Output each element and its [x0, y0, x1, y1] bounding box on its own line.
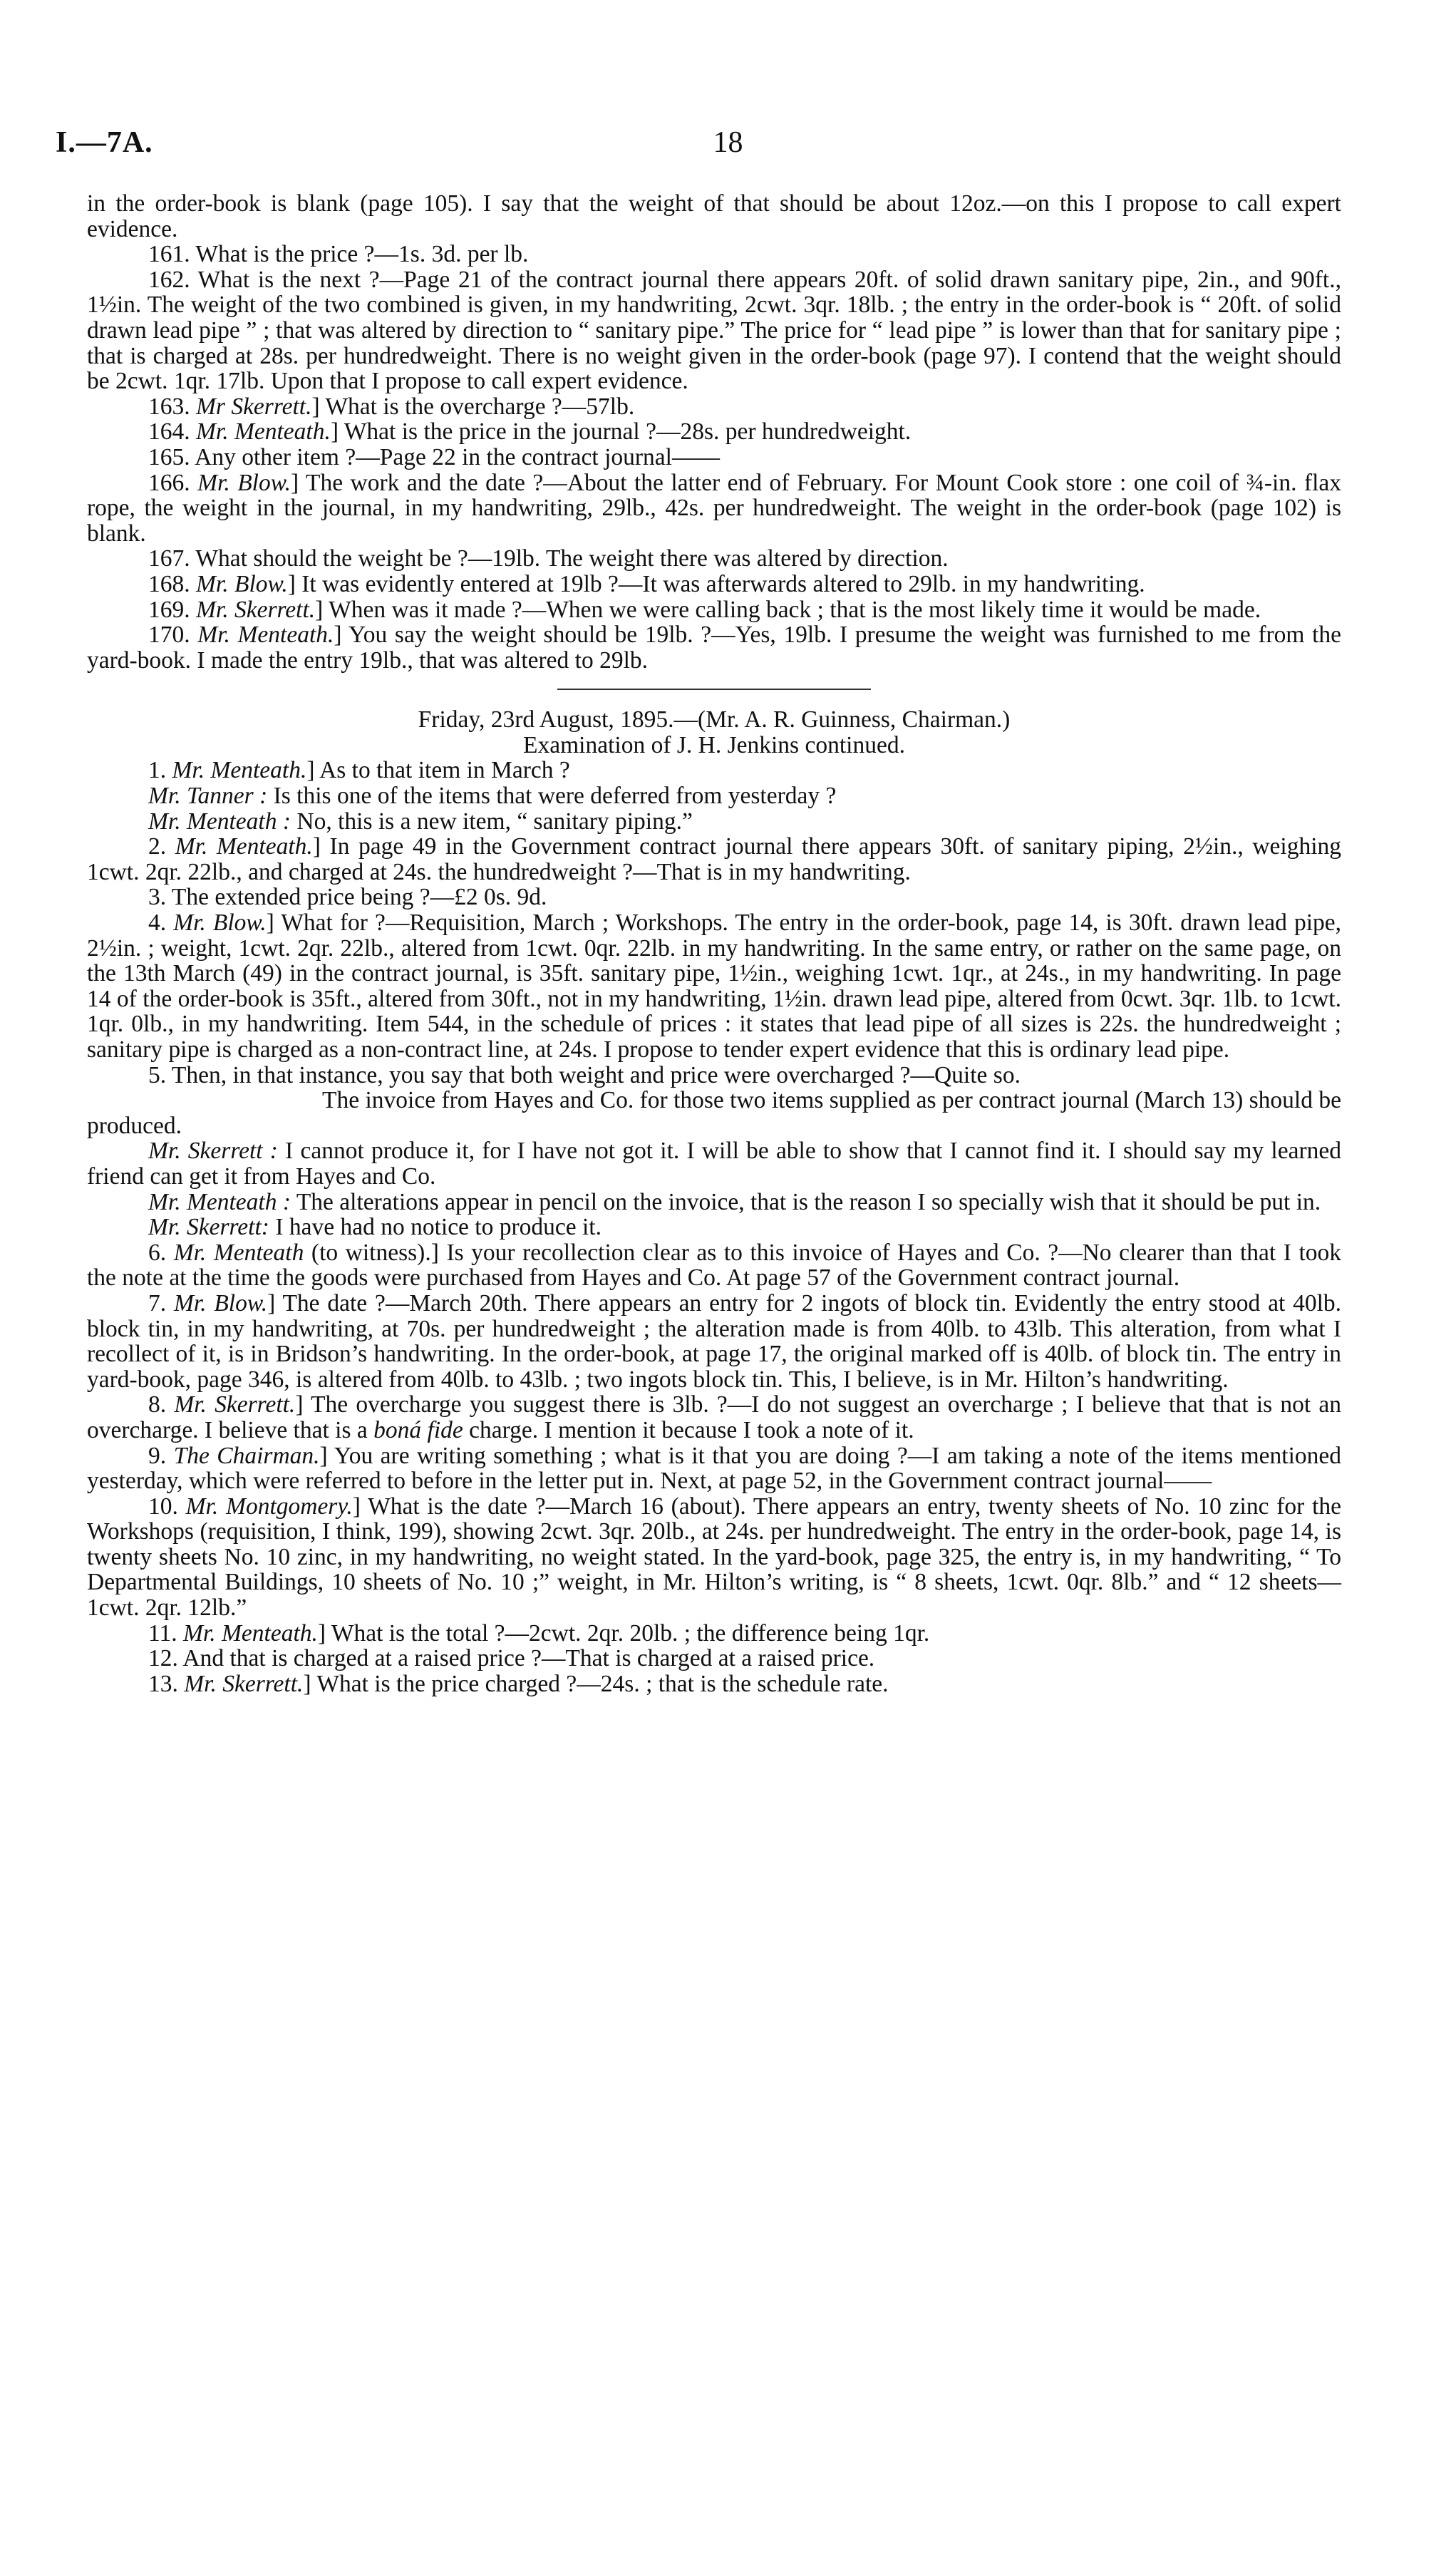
statement-skerrett-1: Mr. Skerrett : I cannot produce it, for I have not got it. I will be able to show that I cannot find it. I should say my learned friend can get it from Hayes and Co.: [87, 1138, 1342, 1190]
question-161: 161. What is the price ?—1s. 3d. per lb.: [148, 241, 529, 268]
speaker: Mr. Montgomery.: [185, 1493, 353, 1520]
question-3: 3. The extended price being ?—£2 0s. 9d.: [148, 884, 547, 911]
question-168: 168. Mr. Blow.] It was evidently entered at 19lb ?—It was afterwards altered to 29lb. in my handwriting.: [148, 570, 1145, 597]
page-number: 18: [713, 126, 743, 159]
section-divider: [557, 689, 871, 690]
invoice-note: The invoice from Hayes and Co. for those two items supplied as per contract journal (March 13) should be produced.: [87, 1087, 1341, 1139]
question-169: 169. Mr. Skerrett.] When was it made ?—When we were calling back ; that is the most likely time it would be made.: [148, 596, 1261, 623]
question-9: 9. The Chairman.] You are writing something ; what is it that you are doing ?—I am taking a note of the items mentioned yesterday, which were referred to before in the letter put in. Next, at page 52, in the Government contract journal——: [87, 1442, 1341, 1495]
speaker: Mr. Skerrett :: [148, 1138, 278, 1165]
speaker: Mr. Skerrett.: [184, 1670, 304, 1697]
question-170: 170. Mr. Menteath.] You say the weight should be 19lb. ?—Yes, 19lb. I presume the weight was furnished to me from the yard-book. I made the entry 19lb., that was altered to 29lb.: [87, 622, 1342, 674]
question-2: 2. Mr. Menteath.] In page 49 in the Government contract journal there appears 30ft. of sanitary piping, 2½in., weighing 1cwt. 2qr. 22lb., and charged at 24s. the hundredweight ?—That is in my handwriting.: [87, 833, 1342, 885]
question-8: 8. Mr. Skerrett.] The overcharge you suggest there is 3lb. ?—I do not suggest an overcharge ; I believe that that is not an overcharge. I believe that is a boná fide charge. I mention it because I took a note of it.: [87, 1391, 1341, 1443]
speaker: Mr. Menteath.: [175, 833, 313, 860]
question-4: 4. Mr. Blow.] What for ?—Requisition, March ; Workshops. The entry in the order-book, page 14, is 30ft. drawn lead pipe, 2½in. ; weight, 1cwt. 2qr. 22lb., altered from 1cwt. 0qr. 22lb. in my handwriting. In the same entry, or rather on the same page, on the 13th March (49) in the contract journal, is 35ft. sanitary pipe, 1½in., weighing 1cwt. 1qr., at 24s., in my handwriting. In page 14 of the order-book is 35ft., altered from 30ft., not in my handwriting, 1½in. drawn lead pipe, altered from 0cwt. 3qr. 1lb. to 1cwt. 1qr. 0lb., in my handwriting. Item 544, in the schedule of prices : it states that lead pipe of all sizes is 22s. the hundredweight ; sanitary pipe is charged as a non-contract line, at 24s. I propose to tender expert evidence that this is ordinary lead pipe.: [87, 910, 1342, 1063]
question-166: 166. Mr. Blow.] The work and the date ?—About the latter end of February. For Mount Cook store : one coil of ¾-in. flax rope, the weight in the journal, in my handwriting, 29lb., 42s. per hundredweight. The weight in the order-book (page 102) is blank.: [87, 469, 1342, 547]
speaker: Mr. Menteath :: [148, 1188, 291, 1215]
question-1: 1. Mr. Menteath.] As to that item in March ?: [148, 757, 570, 784]
continued-paragraph: in the order-book is blank (page 105). I say that the weight of that should be about 12oz.—on this I propose to call expert evidence.: [87, 190, 1341, 242]
page-header: [56, 125, 1400, 161]
speaker: Mr. Menteath.: [197, 622, 334, 649]
question-162: 162. What is the next ?—Page 21 of the contract journal there appears 20ft. of solid drawn sanitary pipe, 2in., and 90ft., 1½in. The weight of the two combined is given, in my handwriting, 2cwt. 3qr. 18lb. ; the entry in the order-book is “ 20ft. of solid drawn lead pipe ” ; that was altered by direction to “ sanitary pipe.” The price for “ lead pipe ” is lower than that for sanitary pipe ; that is charged at 28s. per hundredweight. There is no weight given in the order-book (page 97). I contend that the weight should be 2cwt. 1qr. 17lb. Upon that I propose to call expert evidence.: [87, 266, 1341, 395]
speaker: Mr Skerrett.: [196, 393, 312, 420]
speaker: Mr. Blow.: [196, 570, 288, 597]
question-165: 165. Any other item ?—Page 22 in the contract journal——: [148, 443, 720, 470]
speaker: Mr. Skerrett.: [196, 596, 316, 623]
statement-menteath: Mr. Menteath : No, this is a new item, “ sanitary piping.”: [148, 808, 693, 835]
section-heading: Friday, 23rd August, 1895.—(Mr. A. R. Guinness, Chairman.): [418, 706, 1011, 733]
question-12: 12. And that is charged at a raised price ?—That is charged at a raised price.: [148, 1645, 875, 1672]
question-163: 163. Mr Skerrett.] What is the overcharge ?—57lb.: [148, 393, 635, 420]
question-5: 5. Then, in that instance, you say that both weight and price were overcharged ?—Quite so.: [148, 1061, 1021, 1088]
speaker: Mr. Menteath.: [172, 757, 307, 784]
question-6: 6. Mr. Menteath (to witness).] Is your recollection clear as to this invoice of Hayes and Co. ?—No clearer than that I took the note at the time the goods were purchased from Hayes and Co. At page 57 of the Government contract journal.: [87, 1239, 1342, 1292]
speaker: The Chairman.: [173, 1442, 320, 1469]
question-13: 13. Mr. Skerrett.] What is the price charged ?—24s. ; that is the schedule rate.: [148, 1670, 889, 1697]
speaker: Mr. Blow.: [197, 469, 291, 496]
speaker: Mr. Menteath.: [183, 1619, 318, 1647]
question-164: 164. Mr. Menteath.] What is the price in the journal ?—28s. per hundredweight.: [148, 418, 912, 445]
speaker: Mr. Menteath: [173, 1239, 304, 1266]
series-reference: I.—7A.: [56, 126, 153, 159]
speaker: Mr. Menteath.: [196, 418, 331, 445]
statement-menteath-2: Mr. Menteath : The alterations appear in pencil on the invoice, that is the reason I so specially wish that it should be put in.: [148, 1188, 1321, 1215]
speaker: Mr. Skerrett.: [174, 1391, 296, 1418]
question-10: 10. Mr. Montgomery.] What is the date ?—March 16 (about). There appears an entry, twenty sheets of No. 10 zinc for the Workshops (requisition, I think, 199), showing 2cwt. 3qr. 20lb., at 24s. per hundredweight. The entry in the order-book, page 14, is twenty sheets No. 10 zinc, in my handwriting, no weight stated. In the yard-book, page 325, the entry is, in my handwriting, “ To Departmental Buildings, 10 sheets of No. 10 ;” weight, in Mr. Hilton’s writing, is “ 8 sheets, 1cwt. 0qr. 8lb.” and “ 12 sheets—1cwt. 2qr. 12lb.”: [87, 1493, 1342, 1622]
statement-tanner: Mr. Tanner : Is this one of the items that were deferred from yesterday ?: [148, 783, 837, 810]
speaker: Mr. Tanner :: [148, 783, 268, 810]
evidence-text: [87, 191, 1341, 1696]
speaker: Mr. Skerrett:: [148, 1214, 269, 1241]
question-167: 167. What should the weight be ?—19lb. The weight there was altered by direction.: [148, 545, 949, 572]
speaker: Mr. Blow.: [173, 1289, 268, 1317]
question-7: 7. Mr. Blow.] The date ?—March 20th. There appears an entry for 2 ingots of block tin. Evidently the entry stood at 40lb. block tin, in my handwriting, at 70s. per hundredweight ; the alteration made is from 40lb. to 43lb. This alteration, from what I recollect of it, is in Bridson’s handwriting. In the order-book, at page 17, the original marked off is 40lb. of block tin. The entry in yard-book, page 346, is altered from 40lb. to 43lb. ; two ingots block tin. This, I believe, is in Mr. Hilton’s handwriting.: [87, 1289, 1342, 1393]
examination-heading: Examination of J. H. Jenkins continued.: [523, 731, 905, 758]
question-11: 11. Mr. Menteath.] What is the total ?—2cwt. 2qr. 20lb. ; the difference being 1qr.: [148, 1619, 930, 1647]
speaker: Mr. Menteath :: [148, 808, 291, 835]
section-divider-wrap: [87, 673, 1341, 707]
italic-phrase: boná fide: [373, 1416, 463, 1443]
statement-skerrett-2: Mr. Skerrett: I have had no notice to produce it.: [148, 1214, 601, 1241]
speaker: Mr. Blow.: [173, 910, 267, 937]
